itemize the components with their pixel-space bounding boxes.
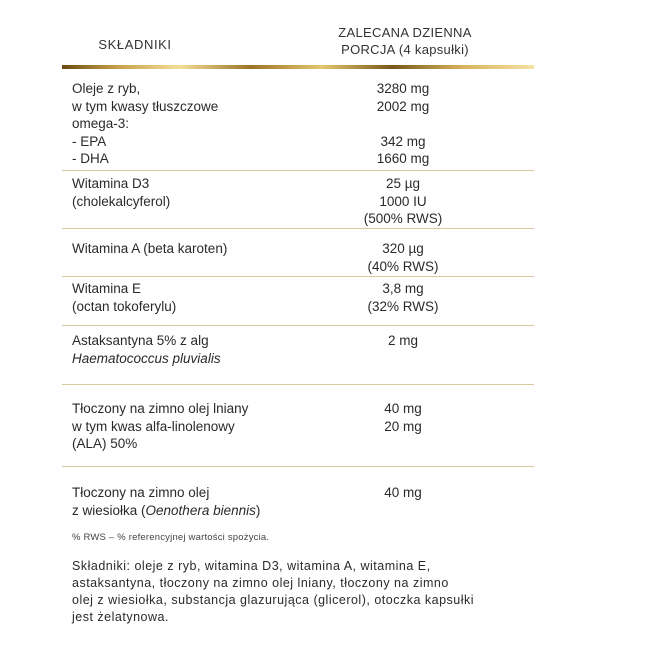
table-row-vitamin-d3 [62, 175, 534, 227]
amount-line: 20 mg [384, 418, 422, 434]
header-daily-portion-line2: PORCJA (4 kapsułki) [341, 42, 469, 57]
rws-footnote: % RWS – % referencyjnej wartości spożycia. [72, 532, 270, 543]
header-daily-portion [300, 24, 510, 58]
header-ingredients: SKŁADNIKI [98, 37, 172, 52]
ingredient-line: w tym kwasy tłuszczowe [72, 98, 219, 114]
header-daily-portion-line1: ZALECANA DZIENNA [338, 25, 472, 40]
row-divider [62, 466, 534, 467]
ingredient-amount [332, 400, 474, 435]
amount-line: (40% RWS) [367, 258, 439, 274]
table-row-linseed-oil [62, 400, 534, 460]
ingredient-line: Oleje z ryb, [72, 81, 141, 96]
ingredient-line-mixed [72, 502, 322, 520]
ingredients-line: Składniki: oleje z ryb, witamina D3, witamina A, witamina E, [72, 559, 431, 573]
table-header [0, 0, 650, 66]
ingredient-line: Tłoczony na zimno olej [72, 485, 210, 500]
ingredient-amount [332, 240, 474, 275]
row-divider [62, 276, 534, 277]
ingredient-name [72, 332, 322, 367]
ingredient-name [72, 175, 322, 210]
ingredient-line: - DHA [72, 151, 109, 166]
ingredient-line: Astaksantyna 5% z alg [72, 333, 209, 348]
table-row-astaxanthin [62, 332, 534, 382]
ingredient-name [72, 280, 322, 315]
row-divider [62, 170, 534, 171]
amount-line: 3,8 mg [382, 281, 424, 296]
ingredient-latin-name: Haematococcus pluvialis [72, 350, 221, 366]
table-row-evening-primrose-oil [62, 484, 534, 524]
ingredient-line: omega-3: [72, 116, 130, 131]
amount-line: 40 mg [384, 401, 422, 416]
ingredient-amount [332, 280, 474, 315]
ingredient-name [72, 484, 322, 519]
ingredient-name [72, 80, 322, 168]
amount-line: 3280 mg [376, 81, 430, 96]
ingredient-line: - EPA [72, 133, 107, 149]
amount-line: (500% RWS) [363, 211, 443, 226]
amount-line: 2 mg [387, 333, 418, 348]
ingredient-line: Witamina A (beta karoten) [72, 241, 228, 256]
amount-line: 342 mg [380, 133, 426, 149]
amount-line [332, 115, 474, 133]
ingredients-line: jest żelatynowa. [72, 610, 169, 624]
ingredient-latin-name: Oenothera biennis [145, 502, 256, 518]
ingredient-line: Witamina D3 [72, 176, 150, 191]
ingredient-line: (octan tokoferylu) [72, 298, 177, 314]
amount-line: 25 µg [385, 176, 421, 191]
ingredient-amount [332, 175, 474, 228]
ingredient-suffix: ) [255, 502, 261, 518]
table-row-vitamin-e [62, 280, 534, 320]
ingredient-amount [332, 484, 474, 502]
ingredients-line: astaksantyna, tłoczony na zimno olej lniany, tłoczony na zimno [72, 576, 449, 590]
ingredient-name [72, 240, 322, 258]
ingredient-amount [332, 80, 474, 168]
ingredient-prefix: z wiesiołka ( [72, 502, 146, 518]
row-divider [62, 228, 534, 229]
ingredient-line: Tłoczony na zimno olej lniany [72, 401, 249, 416]
ingredient-line: Witamina E [72, 281, 142, 296]
ingredient-line: w tym kwas alfa-linolenowy [72, 418, 235, 434]
table-row-vitamin-a [62, 240, 534, 276]
row-divider [62, 325, 534, 326]
table-row-fish-oil [62, 80, 534, 170]
ingredient-line: (ALA) 50% [72, 436, 138, 451]
ingredient-line: (cholekalcyferol) [72, 193, 171, 209]
ingredient-name [72, 400, 322, 453]
ingredients-paragraph [72, 558, 552, 626]
ingredients-line: olej z wiesiołka, substancja glazurująca (glicerol), otoczka kapsułki [72, 593, 475, 607]
amount-line: 320 µg [382, 241, 424, 256]
ingredient-amount [332, 332, 474, 350]
amount-line: 40 mg [384, 485, 422, 500]
amount-line: (32% RWS) [367, 298, 439, 314]
amount-line: 2002 mg [376, 98, 430, 114]
gold-divider-bar [62, 65, 534, 69]
amount-line: 1660 mg [376, 151, 430, 166]
row-divider [62, 384, 534, 385]
amount-line: 1000 IU [379, 193, 427, 209]
